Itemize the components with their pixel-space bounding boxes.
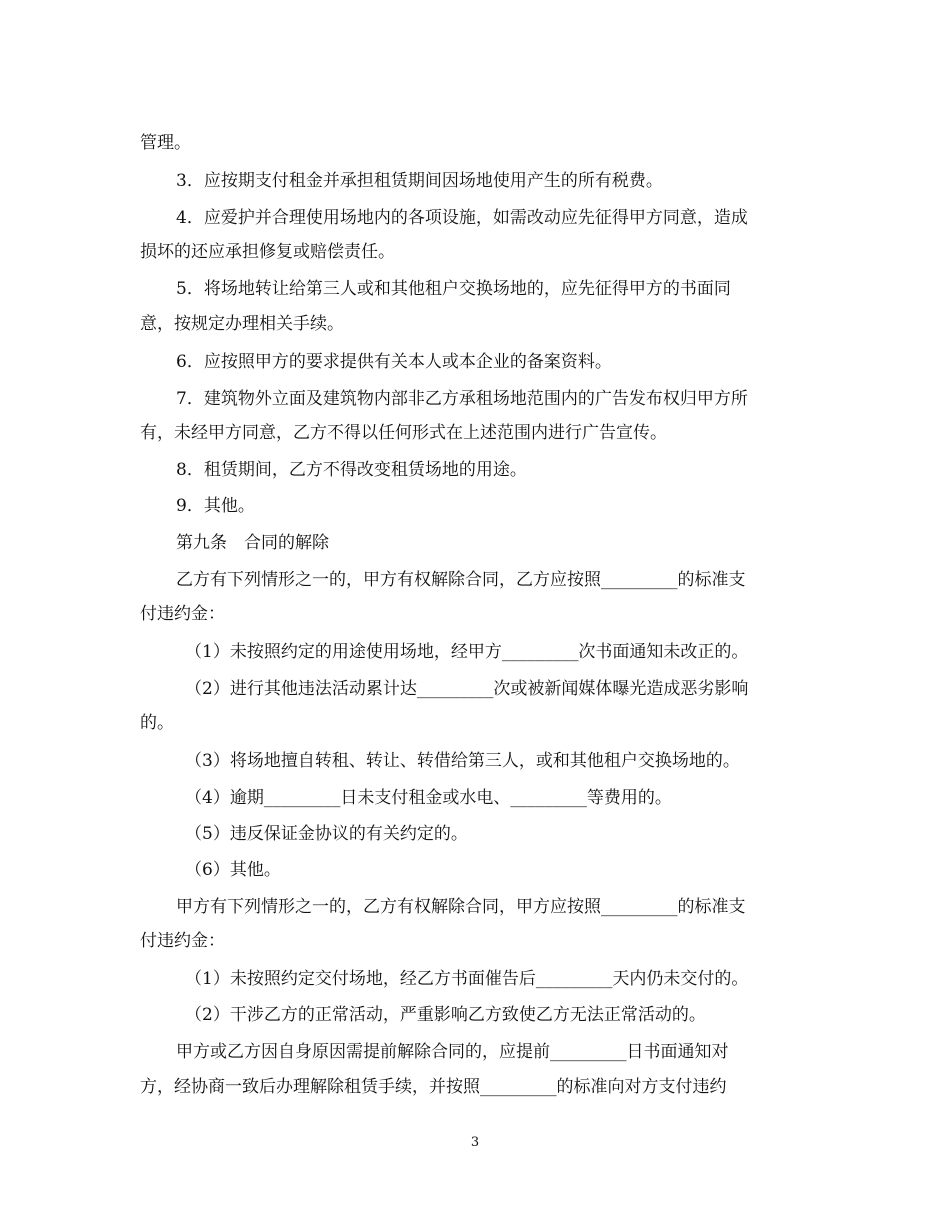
text-line: （4）逾期_________日未支付租金或水电、_________等费用的。 [185,788,672,808]
text-line: 6．应按照甲方的要求提供有关本人或本企业的备案资料。 [176,352,612,372]
text-line: 7．建筑物外立面及建筑物内部非乙方承租场地范围内的广告发布权归甲方所 [176,389,748,409]
text-line: （3）将场地擅自转租、转让、转借给第三人，或和其他租户交换场地的。 [185,751,740,771]
text-line: 意，按规定办理相关手续。 [140,314,344,334]
text-line: 乙方有下列情形之一的，甲方有权解除合同，乙方应按照_________的标准支 [176,570,746,590]
text-line: 5．将场地转让给第三人或和其他租户交换场地的，应先征得甲方的书面同 [176,279,731,299]
text-line: 管理。 [140,133,191,153]
text-line: （2）进行其他违法活动累计达_________次或被新闻媒体曝光造成恶劣影响 [185,679,749,699]
text-line: 方，经协商一致后办理解除租赁手续，并按照_________的标准向对方支付违约 [140,1077,727,1097]
section-heading: 第九条 合同的解除 [176,533,329,553]
text-line: 3．应按期支付租金并承担租赁期间因场地使用产生的所有税费。 [176,171,663,191]
text-line: 有，未经甲方同意，乙方不得以任何形式在上述范围内进行广告宣传。 [140,423,667,443]
page-number: 3 [470,1135,480,1150]
text-line: 付违约金： [140,604,225,624]
text-line: 的。 [140,713,174,733]
text-line: （5）违反保证金协议的有关约定的。 [185,824,468,844]
text-line: 付违约金： [140,931,225,951]
text-line: 4．应爱护并合理使用场地内的各项设施，如需改动应先征得甲方同意，造成 [176,208,748,228]
text-line: 甲方或乙方因自身原因需提前解除合同的，应提前_________日书面通知对 [176,1042,729,1062]
text-line: 8．租赁期间，乙方不得改变租赁场地的用途。 [176,460,527,480]
text-line: （1）未按照约定的用途使用场地，经甲方_________次书面通知未改正的。 [185,642,749,662]
text-line: 甲方有下列情形之一的，乙方有权解除合同，甲方应按照_________的标准支 [176,897,746,917]
text-line: 9．其他。 [176,496,255,516]
text-line: （1）未按照约定交付场地，经乙方书面催告后_________天内仍未交付的。 [185,969,749,989]
text-line: 损坏的还应承担修复或赔偿责任。 [140,242,395,262]
text-line: （2）干涉乙方的正常活动，严重影响乙方致使乙方无法正常活动的。 [185,1005,706,1025]
text-line: （6）其他。 [185,860,281,880]
